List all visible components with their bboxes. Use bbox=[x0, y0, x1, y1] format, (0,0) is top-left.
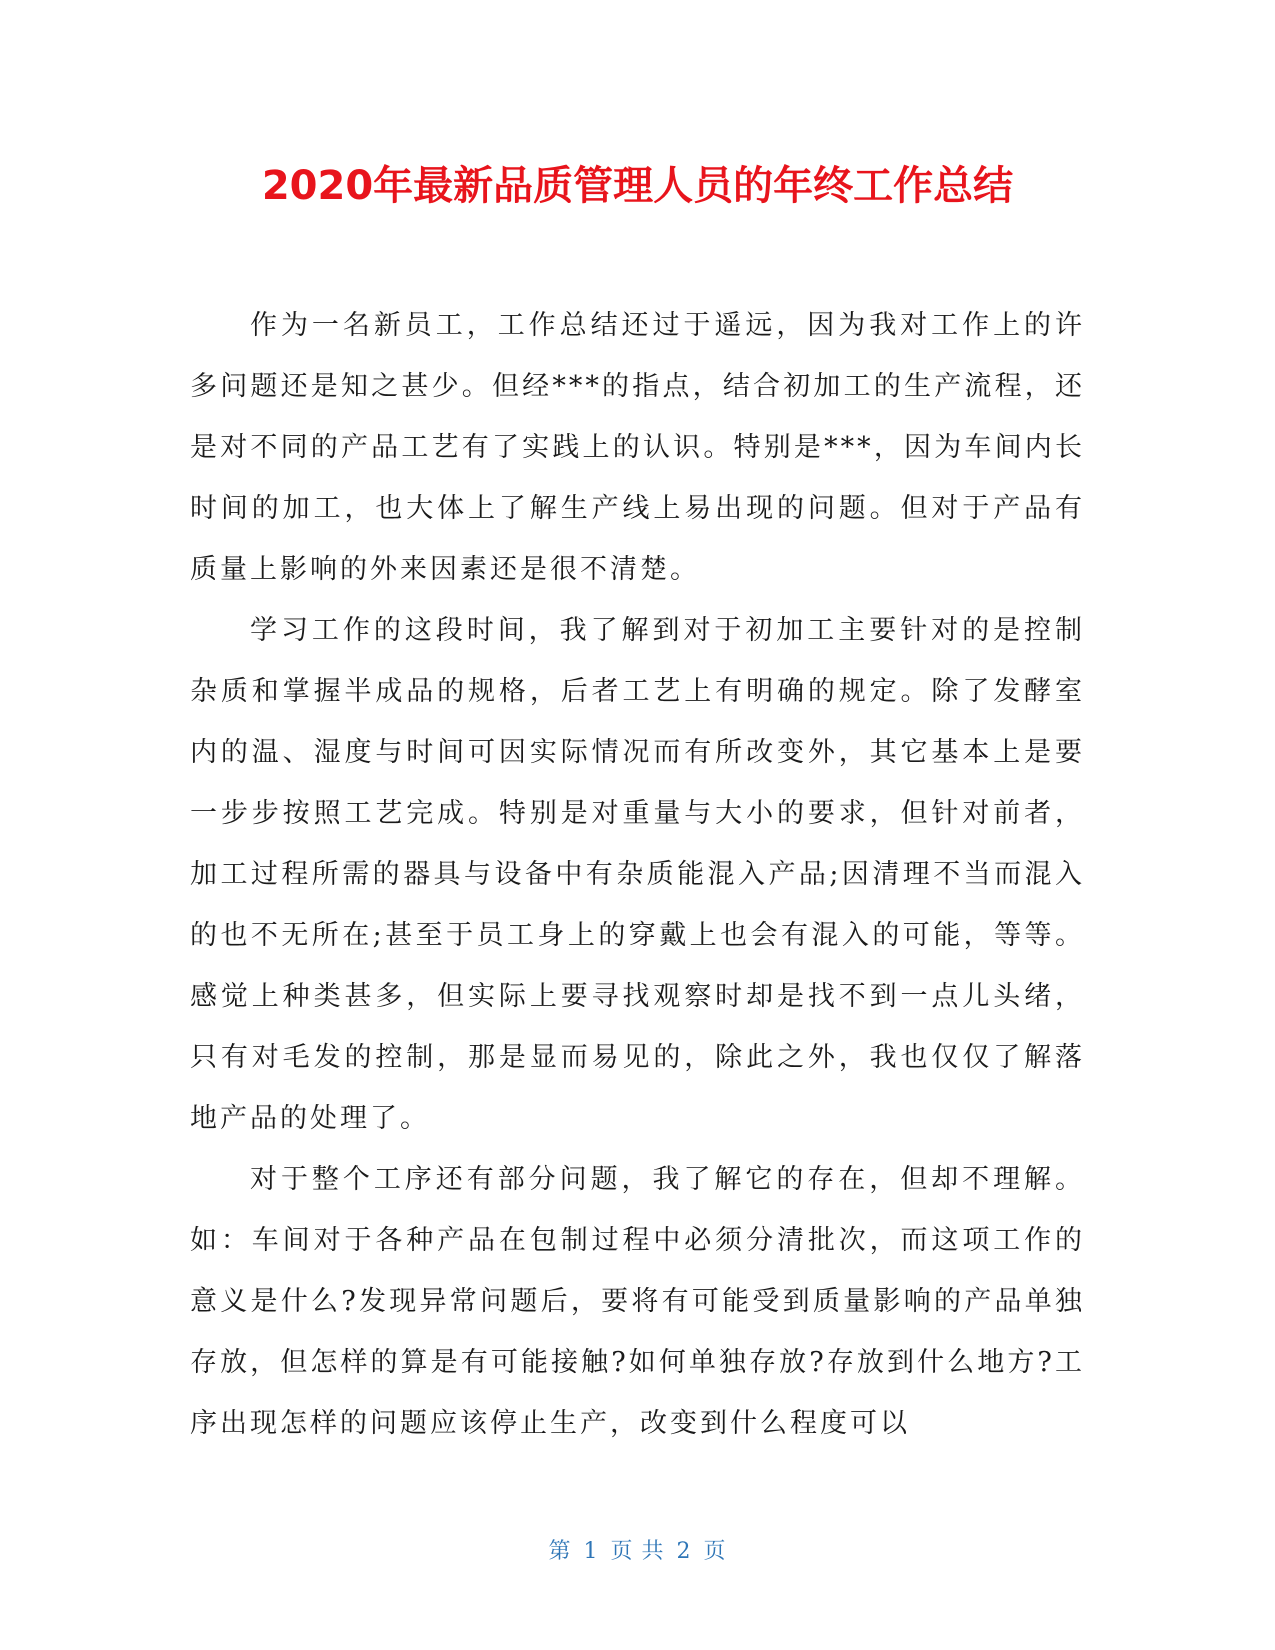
paragraph-3: 对于整个工序还有部分问题，我了解它的存在，但却不理解。如：车间对于各种产品在包制过程中必须分清批次，而这项工作的意义是什么?发现异常问题后，要将有可能受到质量影响的产品单独存放，但怎样的算是有可能接触?如何单独存放?存放到什么地方?工序出现怎样的问题应该停止生产，改变到什么程度可以 bbox=[190, 1164, 1085, 1439]
footer-middle: 页 共 bbox=[610, 1539, 665, 1564]
paragraph-1: 作为一名新员工，工作总结还过于遥远，因为我对工作上的许多问题还是知之甚少。但经***的指点，结合初加工的生产流程，还是对不同的产品工艺有了实践上的认识。特别是***，因为车间内长时间的加工，也大体上了解生产线上易出现的问题。但对于产品有质量上影响的外来因素还是很不清楚。 bbox=[190, 310, 1085, 585]
footer-total-pages: 2 bbox=[676, 1539, 692, 1564]
footer-suffix: 页 bbox=[703, 1539, 727, 1564]
footer-prefix: 第 bbox=[548, 1539, 572, 1564]
paragraph-2: 学习工作的这段时间，我了解到对于初加工主要针对的是控制杂质和掌握半成品的规格，后者工艺上有明确的规定。除了发酵室内的温、湿度与时间可因实际情况而有所改变外，其它基本上是要一步步按照工艺完成。特别是对重量与大小的要求，但针对前者，加工过程所需的器具与设备中有杂质能混入产品;因清理不当而混入的也不无所在;甚至于员工身上的穿戴上也会有混入的可能，等等。感觉上种类甚多，但实际上要寻找观察时却是找不到一点儿头绪，只有对毛发的控制，那是显而易见的，除此之外，我也仅仅了解落地产品的处理了。 bbox=[190, 615, 1085, 1134]
footer-current-page: 1 bbox=[583, 1539, 599, 1564]
document-body bbox=[190, 295, 1085, 1454]
page-footer bbox=[0, 1537, 1275, 1567]
document-title: 2020年最新品质管理人员的年终工作总结 bbox=[261, 163, 1014, 209]
